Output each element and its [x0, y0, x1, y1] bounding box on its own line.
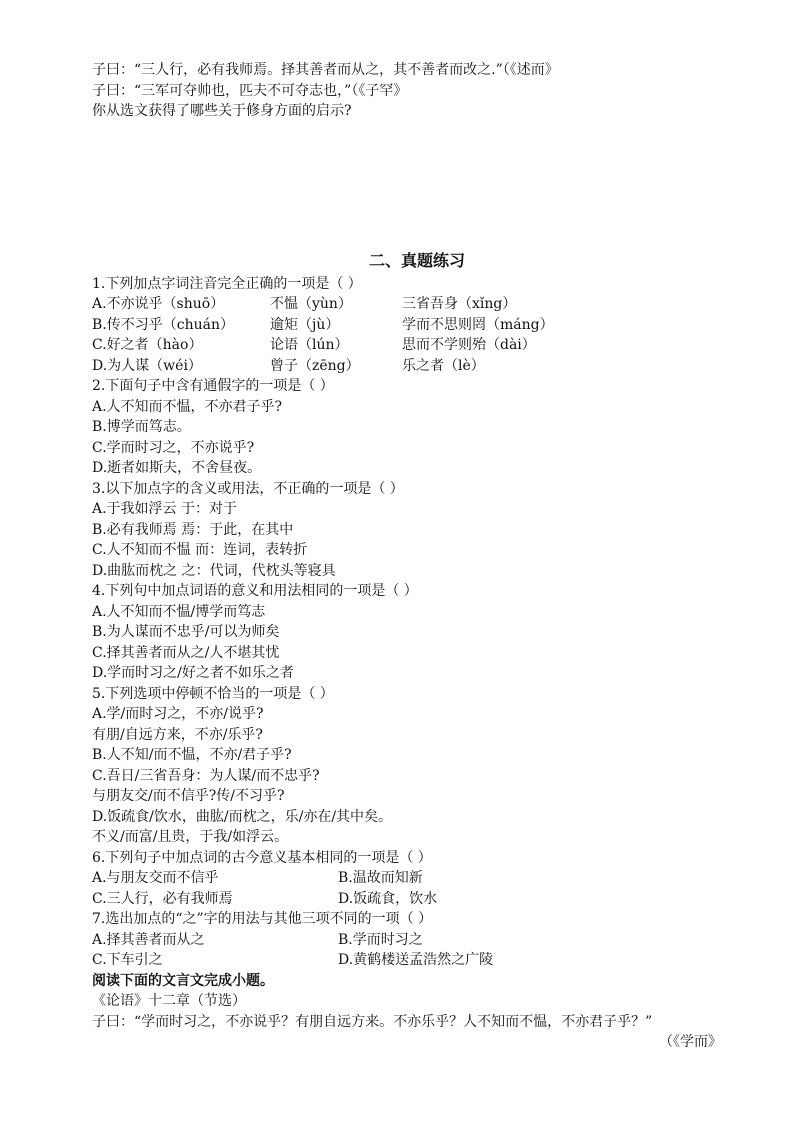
q1-option-d-2: 曾子（zēng） — [270, 357, 360, 374]
q1-option-b-3: 学而不思则罔（máng） — [402, 316, 554, 333]
q3-option-b: B.必有我师焉 焉：于此，在其中 — [92, 521, 294, 538]
q6-option-a: A.与朋友交而不信乎 — [92, 870, 219, 886]
q1-option-b-2: 逾矩（jù） — [270, 316, 340, 333]
q1-option-c-3: 思而不学则殆（dài） — [402, 337, 536, 353]
q4-option-d: D.学而时习之/好之者不如乐之者 — [92, 665, 294, 681]
q2-option-a: A.人不知而不愠，不亦君子乎? — [92, 398, 283, 415]
q6-option-d: D.饭疏食，饮水 — [338, 890, 438, 907]
q2-stem: 2.下面句子中含有通假字的一项是（ ） — [92, 378, 334, 394]
quote-zihan: 子曰：“三军可夺帅也，匹夫不可夺志也，”（《子罕》 — [92, 82, 408, 99]
q5-line: B.人不知/而不愠，不亦/君子乎? — [92, 747, 292, 763]
q5-line: 有朋/自远方来，不亦/乐乎? — [92, 726, 263, 743]
q5-line: C.吾日/三省吾身：为人谋/而不忠乎? — [92, 767, 320, 784]
q1-row — [92, 335, 742, 356]
q6-option-c: C.三人行，必有我师焉 — [92, 890, 233, 907]
q5-line: 与朋友交/而不信乎?传/不习乎? — [92, 788, 285, 804]
q7-row — [92, 950, 742, 971]
q5-line: D.饭疏食/饮水，曲肱/而枕之，乐/亦在/其中矣。 — [92, 808, 393, 825]
q1-option-b-1: B.传不习乎（chuán） — [92, 316, 234, 333]
reading-quote: 子曰：“学而时习之，不亦说乎？有朋自远方来。不亦乐乎？人不知而不愠，不亦君子乎？” — [92, 1013, 653, 1030]
q5-line: A.学/而时习之，不亦/说乎? — [92, 706, 264, 722]
q1-row — [92, 315, 742, 336]
q4-stem: 4.下列句中加点词语的意义和用法相同的一项是（ ） — [92, 583, 418, 599]
q3-option-c: C.人不知而不愠 而：连词，表转折 — [92, 542, 308, 558]
q6-row — [92, 868, 742, 889]
q7-option-d: D.黄鹤楼送孟浩然之广陵 — [338, 952, 494, 968]
q4-option-a: A.人不知而不愠/博学而笃志 — [92, 603, 266, 620]
q2-option-c: C.学而时习之，不亦说乎? — [92, 439, 255, 456]
q7-row — [92, 930, 742, 951]
q1-stem: 1.下列加点字词注音完全正确的一项是（ ） — [92, 275, 362, 292]
q3-option-a: A.于我如浮云 于：对于 — [92, 501, 238, 517]
section-title: 二、真题练习 — [368, 250, 465, 270]
q1-option-a-1: A.不亦说乎（shuō） — [92, 296, 225, 312]
q1-row — [92, 356, 742, 377]
document-page — [92, 60, 742, 1053]
q7-option-a: A.择其善者而从之 — [92, 931, 205, 948]
q2-option-d: D.逝者如斯夫，不舍昼夜。 — [92, 460, 262, 476]
q2-option-b: B.博学而笃志。 — [92, 419, 191, 435]
q3-option-d: D.曲肱而枕之 之：代词，代枕头等寝具 — [92, 562, 336, 579]
q1-option-d-1: D.为人谋（wéi） — [92, 357, 202, 374]
q1-option-a-2: 不愠（yùn） — [270, 296, 352, 312]
q1-option-c-2: 论语（lún） — [270, 337, 349, 353]
q4-option-c: C.择其善者而从之/人不堪其忧 — [92, 644, 280, 661]
answer-space — [92, 122, 742, 248]
q7-stem: 7.选出加点的“之”字的用法与其他三项不同的一项（ ） — [92, 911, 433, 927]
q6-row — [92, 889, 742, 910]
q7-option-c: C.下车引之 — [92, 952, 163, 968]
q1-option-c-1: C.好之者（hào） — [92, 337, 203, 353]
q4-option-b: B.为人谋而不忠乎/可以为师矣 — [92, 624, 280, 640]
q5-stem: 5.下列选项中停顿不恰当的一项是（ ） — [92, 685, 334, 702]
q1-option-a-3: 三省吾身（xǐng） — [402, 296, 517, 312]
q1-option-d-3: 乐之者（lè） — [402, 357, 485, 374]
reading-title: 《论语》十二章（节选） — [92, 993, 246, 1009]
q1-row — [92, 294, 742, 315]
reading-instruction: 阅读下面的文言文完成小题。 — [92, 972, 274, 989]
q3-stem: 3.以下加点字的含义或用法，不正确的一项是（ ） — [92, 480, 404, 497]
q6-option-b: B.温故而知新 — [338, 870, 423, 886]
quote-shuer: 子曰：“三人行，必有我师焉。择其善者而从之，其不善者而改之.”（《述而》 — [92, 62, 559, 78]
reading-source: （《学而》 — [659, 1034, 722, 1050]
q6-stem: 6.下列句子中加点词的古今意义基本相同的一项是（ ） — [92, 849, 432, 866]
reflection-question: 你从选文获得了哪些关于修身方面的启示? — [92, 103, 352, 119]
q7-option-b: B.学而时习之 — [338, 931, 423, 948]
q5-line: 不义/而富/且贵，于我/如浮云。 — [92, 829, 289, 845]
